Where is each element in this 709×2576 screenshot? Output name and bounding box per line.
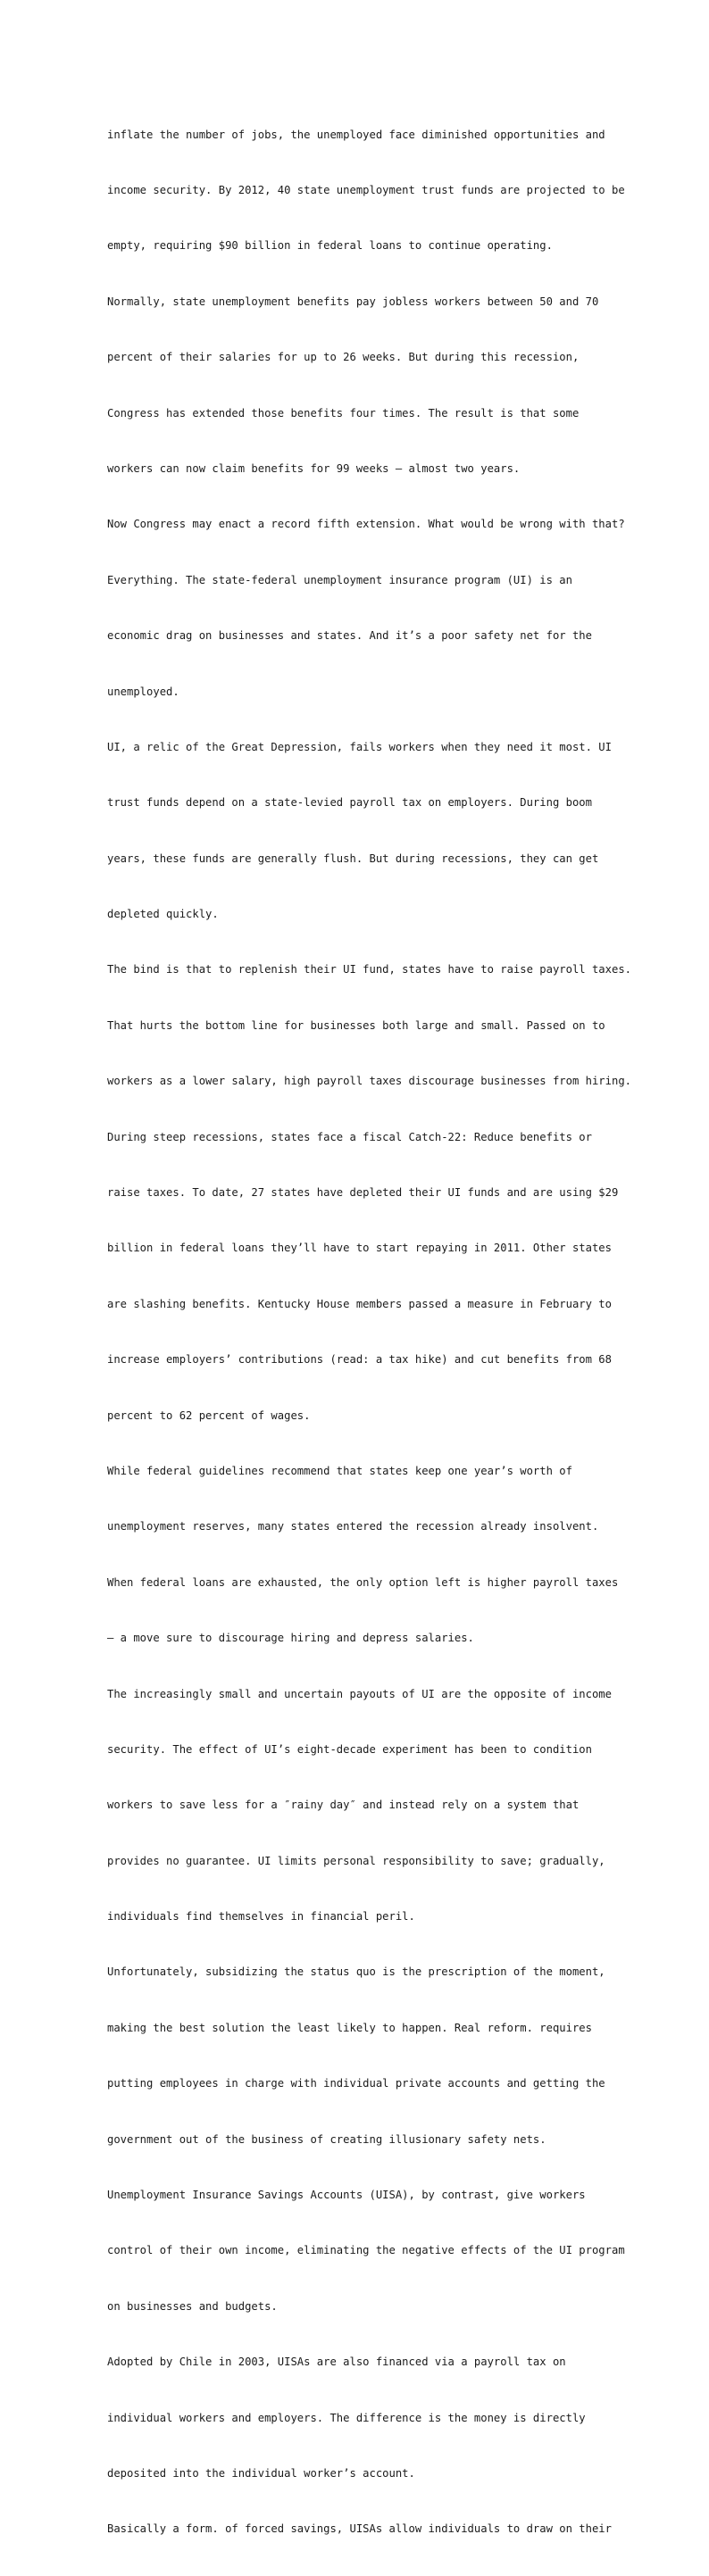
text-line: individuals find themselves in financial peril. (107, 1910, 415, 1924)
text-line: percent to 62 percent of wages. (107, 1408, 311, 1422)
text-line: making the best solution the least likely to happen. Real reform. requires (107, 2021, 592, 2034)
text-line: putting employees in charge with individual private accounts and getting the (107, 2077, 605, 2090)
text-line: individual workers and employers. The difference is the money is directly (107, 2411, 586, 2424)
text-line: inflate the number of jobs, the unemployed face diminished opportunities and (107, 128, 605, 141)
text-line: percent of their salaries for up to 26 weeks. But during this recession, (107, 351, 580, 364)
text-line: While federal guidelines recommend that states keep one year’s worth of (107, 1464, 572, 1477)
text-line: When federal loans are exhausted, the only option left is higher payroll taxes (107, 1575, 619, 1589)
text-line: workers as a lower salary, high payroll taxes discourage businesses from hiring. (107, 1075, 631, 1088)
text-line: trust funds depend on a state-levied payroll tax on employers. During boom (107, 796, 592, 810)
text-line: workers to save less for a ″rainy day″ and instead rely on a system that (107, 1799, 580, 1812)
text-line: That hurts the bottom line for businesses both large and small. Passed on to (107, 1018, 605, 1032)
text-line: depleted quickly. (107, 908, 219, 921)
text-line: security. The effect of UI’s eight-decade experiment has been to condition (107, 1742, 592, 1756)
text-line: Adopted by Chile in 2003, UISAs are also financed via a payroll tax on (107, 2356, 566, 2369)
text-line: Everything. The state-federal unemployment insurance program (UI) is an (107, 573, 572, 586)
text-line: control of their own income, eliminating the negative effects of the UI program (107, 2244, 625, 2257)
text-line: workers can now claim benefits for 99 weeks — almost two years. (107, 461, 521, 475)
text-line: unemployment reserves, many states entered the recession already insolvent. (107, 1520, 599, 1533)
text-line: provides no guarantee. UI limits personal responsibility to save; gradually, (107, 1854, 605, 1867)
text-line: Unfortunately, subsidizing the status quo is the prescription of the moment, (107, 1965, 605, 1979)
text-line: government out of the business of creating illusionary safety nets. (107, 2132, 546, 2146)
text-line: income security. By 2012, 40 state unemployment trust funds are projected to be (107, 183, 625, 196)
text-line: billion in federal loans they’ll have to start repaying in 2011. Other states (107, 1242, 612, 1255)
text-line: Now Congress may enact a record fifth extension. What would be wrong with that? (107, 518, 625, 531)
text-line: empty, requiring $90 billion in federal loans to continue operating. (107, 239, 553, 253)
text-line: economic drag on businesses and states. And it’s a poor safety net for the (107, 629, 592, 643)
text-line: The increasingly small and uncertain payouts of UI are the opposite of income (107, 1687, 612, 1700)
text-line: increase employers’ contributions (read: a tax hike) and cut benefits from 68 (107, 1353, 612, 1367)
text-line: on businesses and budgets. (107, 2299, 278, 2313)
text-line: years, these funds are generally flush. But during recessions, they can get (107, 852, 599, 865)
text-line: raise taxes. To date, 27 states have depleted their UI funds and are using $29 (107, 1186, 619, 1200)
text-line: are slashing benefits. Kentucky House members passed a measure in February to (107, 1297, 612, 1310)
text-line: deposited into the individual worker’s account. (107, 2467, 415, 2480)
text-line: The bind is that to replenish their UI fund, states have to raise payroll taxes. (107, 963, 631, 976)
text-line: During steep recessions, states face a fiscal Catch-22: Reduce benefits or (107, 1130, 592, 1143)
article-body (107, 88, 631, 2576)
text-line: Normally, state unemployment benefits pay jobless workers between 50 and 70 (107, 295, 599, 308)
text-line: — a move sure to discourage hiring and depress salaries. (107, 1632, 474, 1645)
text-line: Congress has extended those benefits four times. The result is that some (107, 406, 580, 420)
text-line: UI, a relic of the Great Depression, fails workers when they need it most. UI (107, 740, 612, 753)
text-line: Unemployment Insurance Savings Accounts (UISA), by contrast, give workers (107, 2189, 586, 2202)
text-line: Basically a form. of forced savings, UISAs allow individuals to draw on their (107, 2522, 612, 2536)
text-line: unemployed. (107, 685, 179, 698)
